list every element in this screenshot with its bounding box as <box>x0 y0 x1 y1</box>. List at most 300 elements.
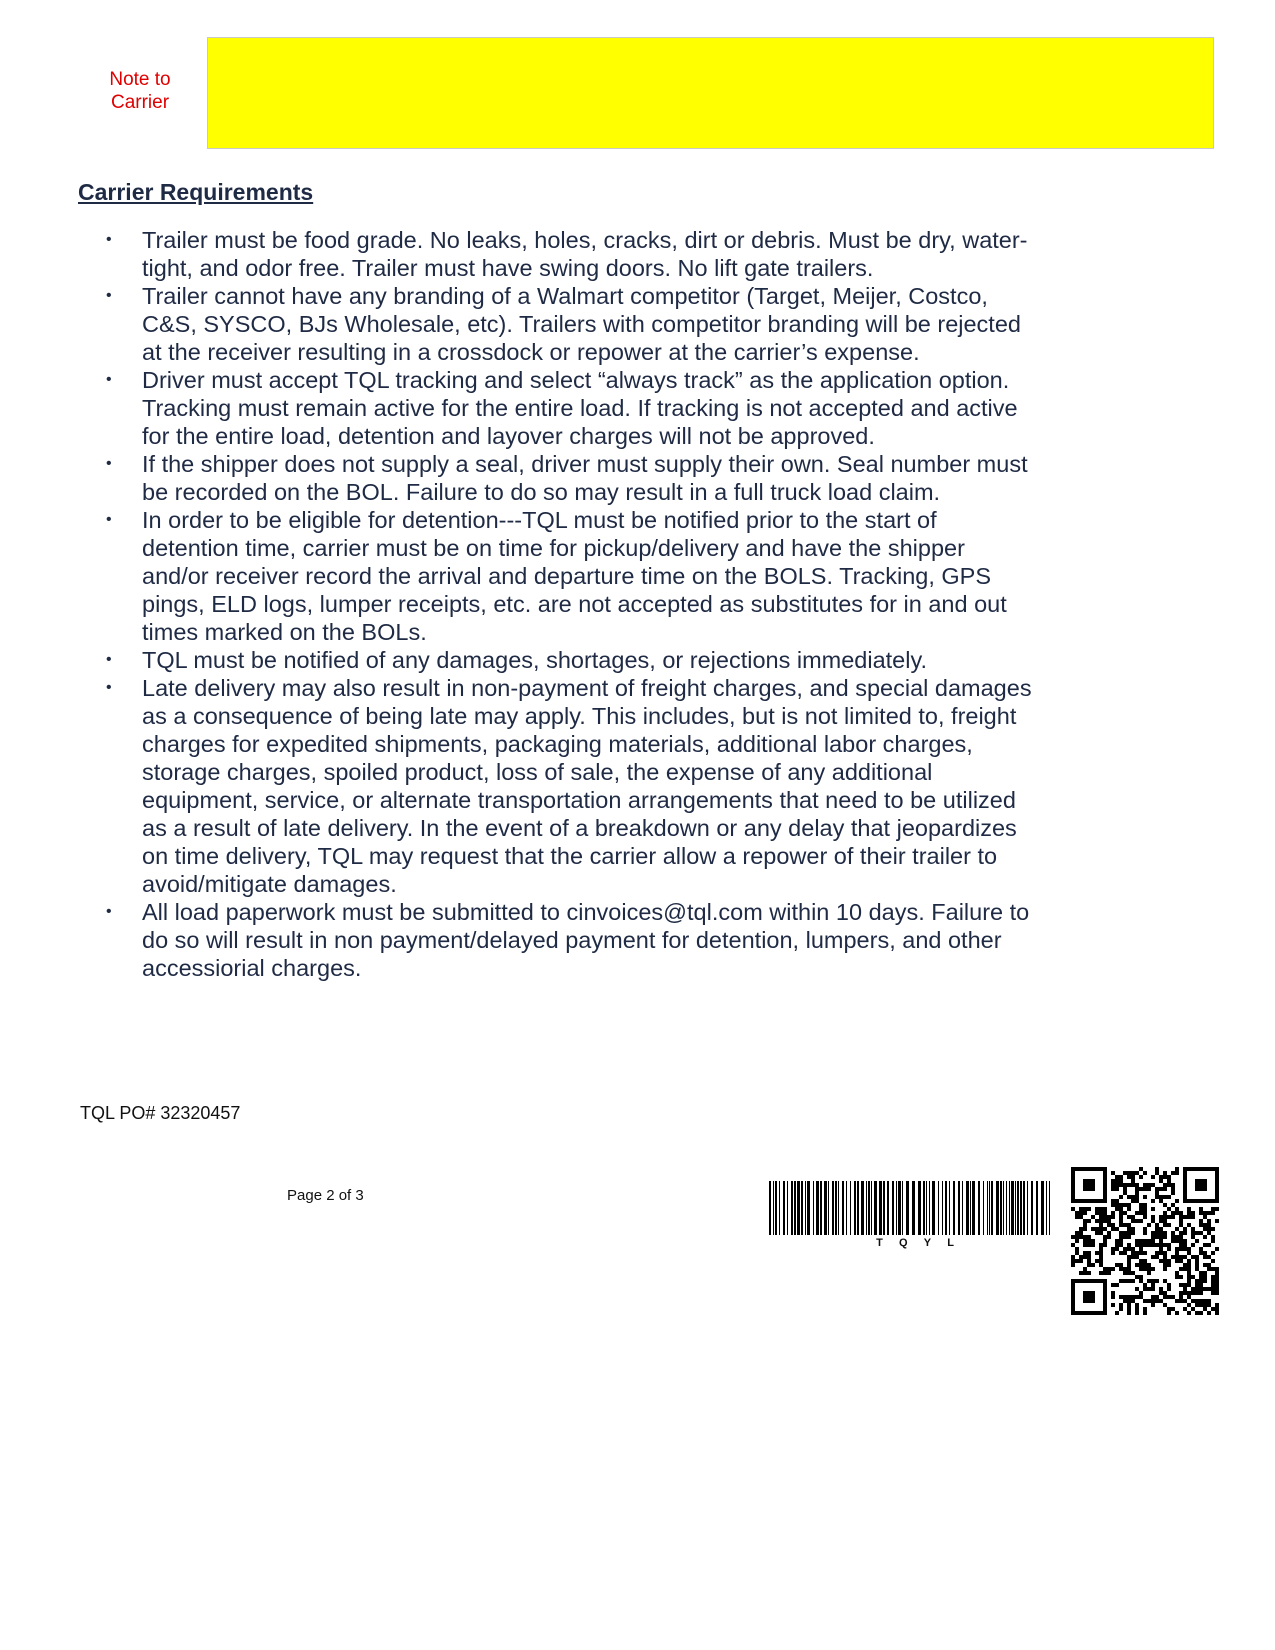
qr-module <box>1163 1187 1167 1191</box>
qr-module <box>1123 1187 1127 1191</box>
qr-module <box>1119 1267 1123 1271</box>
qr-module <box>1187 1303 1191 1307</box>
qr-module <box>1215 1267 1219 1271</box>
qr-module <box>1183 1299 1187 1303</box>
qr-module <box>1147 1243 1151 1247</box>
qr-module <box>1071 1303 1075 1307</box>
barcode-bar <box>962 1181 963 1235</box>
qr-module <box>1075 1251 1079 1255</box>
qr-module <box>1083 1223 1087 1227</box>
qr-module <box>1207 1199 1211 1203</box>
qr-module <box>1155 1231 1159 1235</box>
qr-module <box>1119 1215 1123 1219</box>
qr-module <box>1171 1171 1175 1175</box>
qr-module <box>1135 1303 1139 1307</box>
qr-module <box>1139 1219 1143 1223</box>
qr-module <box>1151 1199 1155 1203</box>
qr-module <box>1167 1283 1171 1287</box>
qr-module <box>1099 1211 1103 1215</box>
qr-module <box>1083 1267 1087 1271</box>
qr-module <box>1163 1263 1167 1267</box>
qr-module <box>1087 1183 1091 1187</box>
qr-module <box>1207 1223 1211 1227</box>
requirement-text-line: pings, ELD logs, lumper receipts, etc. are not accepted as substitutes for in and out <box>142 591 1007 617</box>
qr-module <box>1099 1227 1103 1231</box>
qr-module <box>1143 1231 1147 1235</box>
qr-module <box>1155 1279 1159 1283</box>
qr-module <box>1207 1219 1211 1223</box>
qr-module <box>1159 1299 1163 1303</box>
qr-module <box>1159 1287 1163 1291</box>
qr-module <box>1075 1215 1079 1219</box>
qr-module <box>1143 1187 1147 1191</box>
qr-module <box>1087 1167 1091 1171</box>
barcode-bar <box>987 1181 988 1235</box>
qr-module <box>1195 1299 1199 1303</box>
qr-module <box>1143 1287 1147 1291</box>
qr-module <box>1119 1235 1123 1239</box>
qr-module <box>1151 1279 1155 1283</box>
qr-module <box>1135 1239 1139 1243</box>
qr-module <box>1099 1223 1103 1227</box>
qr-module <box>1091 1243 1095 1247</box>
barcode-bar <box>1041 1181 1044 1235</box>
qr-module <box>1147 1263 1151 1267</box>
qr-module <box>1199 1179 1203 1183</box>
qr-module <box>1211 1283 1215 1287</box>
qr-module <box>1103 1311 1107 1315</box>
qr-module <box>1139 1167 1143 1171</box>
qr-module <box>1111 1295 1115 1299</box>
qr-module <box>1147 1183 1151 1187</box>
qr-module <box>1127 1227 1131 1231</box>
qr-module <box>1139 1267 1143 1271</box>
qr-module <box>1107 1235 1111 1239</box>
qr-module <box>1215 1279 1219 1283</box>
qr-module <box>1127 1303 1131 1307</box>
qr-module <box>1163 1231 1167 1235</box>
qr-module <box>1119 1239 1123 1243</box>
qr-module <box>1199 1167 1203 1171</box>
qr-module <box>1119 1203 1123 1207</box>
qr-module <box>1151 1183 1155 1187</box>
qr-module <box>1199 1271 1203 1275</box>
qr-module <box>1131 1247 1135 1251</box>
bullet-marker: • <box>106 903 112 920</box>
qr-module <box>1075 1167 1079 1171</box>
qr-module <box>1071 1199 1075 1203</box>
qr-module <box>1211 1235 1215 1239</box>
barcode-bar <box>832 1181 834 1235</box>
qr-module <box>1087 1179 1091 1183</box>
barcode-bar <box>842 1181 844 1235</box>
qr-module <box>1163 1223 1167 1227</box>
qr-module <box>1071 1299 1075 1303</box>
barcode-character: T <box>876 1237 885 1249</box>
barcode-bar <box>794 1181 796 1235</box>
requirement-text-line: Late delivery may also result in non-payment of freight charges, and special damages <box>142 675 1032 701</box>
qr-module <box>1099 1271 1103 1275</box>
qr-module <box>1139 1291 1143 1295</box>
qr-module <box>1187 1295 1191 1299</box>
qr-module <box>1091 1167 1095 1171</box>
qr-module <box>1199 1187 1203 1191</box>
qr-module <box>1151 1299 1155 1303</box>
qr-module <box>1127 1231 1131 1235</box>
qr-module <box>1087 1291 1091 1295</box>
barcode-bar <box>970 1181 971 1235</box>
qr-module <box>1195 1231 1199 1235</box>
qr-module <box>1103 1183 1107 1187</box>
qr-module <box>1163 1291 1167 1295</box>
qr-module <box>1199 1211 1203 1215</box>
qr-module <box>1187 1291 1191 1295</box>
qr-module <box>1211 1259 1215 1263</box>
qr-module <box>1135 1255 1139 1259</box>
qr-module <box>1123 1211 1127 1215</box>
qr-module <box>1163 1235 1167 1239</box>
qr-module <box>1103 1195 1107 1199</box>
qr-module <box>1179 1231 1183 1235</box>
note-to-carrier-box <box>207 37 1214 149</box>
qr-module <box>1211 1275 1215 1279</box>
qr-module <box>1159 1179 1163 1183</box>
qr-module <box>1183 1239 1187 1243</box>
qr-module <box>1207 1263 1211 1267</box>
qr-module <box>1195 1279 1199 1283</box>
carrier-requirements-heading: Carrier Requirements <box>78 179 314 205</box>
barcode-bar <box>991 1181 993 1235</box>
qr-module <box>1199 1207 1203 1211</box>
qr-module <box>1171 1255 1175 1259</box>
qr-module <box>1087 1279 1091 1283</box>
qr-module <box>1199 1183 1203 1187</box>
barcode-bar <box>773 1181 774 1235</box>
qr-module <box>1163 1267 1167 1271</box>
qr-module <box>1183 1287 1187 1291</box>
qr-module <box>1211 1251 1215 1255</box>
barcode-bar <box>932 1181 935 1235</box>
qr-module <box>1091 1311 1095 1315</box>
qr-module <box>1159 1215 1163 1219</box>
qr-module <box>1175 1199 1179 1203</box>
qr-module <box>1203 1215 1207 1219</box>
barcode-character: Y <box>923 1237 934 1249</box>
qr-module <box>1115 1247 1119 1251</box>
qr-module <box>1175 1247 1179 1251</box>
requirement-text-line: Trailer cannot have any branding of a Walmart competitor (Target, Meijer, Costco, <box>142 283 988 309</box>
qr-module <box>1215 1283 1219 1287</box>
qr-module <box>1103 1235 1107 1239</box>
qr-module <box>1127 1223 1131 1227</box>
qr-module <box>1079 1167 1083 1171</box>
qr-module <box>1159 1187 1163 1191</box>
qr-module <box>1187 1263 1191 1267</box>
qr-module <box>1203 1227 1207 1231</box>
qr-module <box>1071 1175 1075 1179</box>
barcode-bar <box>953 1181 955 1235</box>
qr-module <box>1071 1167 1075 1171</box>
qr-module <box>1163 1171 1167 1175</box>
qr-module <box>1203 1271 1207 1275</box>
qr-module <box>1127 1311 1131 1315</box>
qr-module <box>1111 1267 1115 1271</box>
qr-module <box>1195 1303 1199 1307</box>
qr-module <box>1071 1307 1075 1311</box>
qr-module <box>1079 1271 1083 1275</box>
qr-module <box>1143 1283 1147 1287</box>
qr-module <box>1075 1247 1079 1251</box>
barcode-bar <box>912 1181 915 1235</box>
qr-module <box>1159 1199 1163 1203</box>
qr-module <box>1171 1187 1175 1191</box>
qr-module <box>1203 1243 1207 1247</box>
qr-module <box>1175 1311 1179 1315</box>
qr-module <box>1211 1207 1215 1211</box>
qr-module <box>1099 1279 1103 1283</box>
qr-module <box>1075 1235 1079 1239</box>
qr-module <box>1079 1199 1083 1203</box>
qr-module <box>1155 1191 1159 1195</box>
qr-module <box>1179 1219 1183 1223</box>
qr-module <box>1143 1239 1147 1243</box>
qr-module <box>1091 1215 1095 1219</box>
qr-module <box>1167 1295 1171 1299</box>
qr-module <box>1091 1299 1095 1303</box>
requirement-item <box>100 450 1100 506</box>
qr-module <box>1215 1219 1219 1223</box>
qr-module <box>1151 1283 1155 1287</box>
barcode-bar <box>857 1181 859 1235</box>
qr-module <box>1087 1255 1091 1259</box>
qr-module <box>1155 1299 1159 1303</box>
qr-module <box>1163 1211 1167 1215</box>
qr-module <box>1187 1211 1191 1215</box>
qr-module <box>1071 1279 1075 1283</box>
barcode-bar <box>820 1181 822 1235</box>
qr-module <box>1203 1211 1207 1215</box>
qr-module <box>1199 1219 1203 1223</box>
qr-module <box>1199 1279 1203 1283</box>
qr-module <box>1139 1295 1143 1299</box>
qr-module <box>1167 1311 1171 1315</box>
qr-module <box>1207 1227 1211 1231</box>
qr-module <box>1087 1263 1091 1267</box>
barcode-bar <box>1011 1181 1014 1235</box>
barcode-bar <box>828 1181 829 1235</box>
qr-module <box>1139 1259 1143 1263</box>
qr-module <box>1191 1167 1195 1171</box>
requirement-text-line: avoid/mitigate damages. <box>142 871 397 897</box>
qr-module <box>1207 1311 1211 1315</box>
qr-module <box>1215 1207 1219 1211</box>
barcode-bar <box>942 1181 943 1235</box>
qr-module <box>1203 1187 1207 1191</box>
qr-module <box>1075 1211 1079 1215</box>
qr-module <box>1215 1271 1219 1275</box>
qr-module <box>1087 1187 1091 1191</box>
qr-module <box>1103 1287 1107 1291</box>
qr-module <box>1195 1199 1199 1203</box>
barcode-bar <box>918 1181 921 1235</box>
qr-module <box>1127 1195 1131 1199</box>
qr-module <box>1111 1179 1115 1183</box>
qr-module <box>1099 1251 1103 1255</box>
qr-module <box>1139 1203 1143 1207</box>
qr-module <box>1143 1251 1147 1255</box>
qr-module <box>1095 1211 1099 1215</box>
qr-module <box>1147 1239 1151 1243</box>
barcode-bar <box>791 1181 793 1235</box>
qr-module <box>1143 1195 1147 1199</box>
qr-module <box>1131 1271 1135 1275</box>
qr-module <box>1175 1255 1179 1259</box>
barcode-bar <box>1020 1181 1022 1235</box>
qr-module <box>1083 1255 1087 1259</box>
qr-module <box>1187 1199 1191 1203</box>
qr-module <box>1119 1219 1123 1223</box>
qr-module <box>1191 1215 1195 1219</box>
qr-module <box>1095 1311 1099 1315</box>
qr-module <box>1123 1183 1127 1187</box>
requirement-text-line: equipment, service, or alternate transportation arrangements that need to be utilized <box>142 787 1016 813</box>
qr-module <box>1155 1195 1159 1199</box>
barcode-bar <box>801 1181 803 1235</box>
qr-module <box>1203 1183 1207 1187</box>
qr-module <box>1203 1179 1207 1183</box>
qr-module <box>1155 1251 1159 1255</box>
qr-module <box>1103 1291 1107 1295</box>
qr-module <box>1135 1275 1139 1279</box>
qr-module <box>1123 1267 1127 1271</box>
barcode-bar <box>887 1181 889 1235</box>
qr-module <box>1179 1223 1183 1227</box>
barcode-bar <box>966 1181 969 1235</box>
qr-module <box>1075 1199 1079 1203</box>
bullet-marker: • <box>106 287 112 304</box>
requirement-text-line: Driver must accept TQL tracking and select “always track” as the application option. <box>142 367 1010 393</box>
qr-module <box>1091 1179 1095 1183</box>
barcode-bar <box>816 1181 819 1235</box>
qr-module <box>1095 1167 1099 1171</box>
barcode-bar <box>797 1181 800 1235</box>
qr-module <box>1203 1279 1207 1283</box>
qr-module <box>1127 1235 1131 1239</box>
qr-module <box>1167 1287 1171 1291</box>
requirement-item <box>100 646 1100 674</box>
qr-module <box>1151 1219 1155 1223</box>
qr-module <box>1119 1179 1123 1183</box>
qr-module <box>1163 1303 1167 1307</box>
qr-module <box>1103 1271 1107 1275</box>
requirement-text-line: Tracking must remain active for the entire load. If tracking is not accepted and active <box>142 395 1018 421</box>
requirement-text-line: times marked on the BOLs. <box>142 619 427 645</box>
qr-module <box>1119 1295 1123 1299</box>
qr-module <box>1211 1239 1215 1243</box>
qr-module <box>1143 1307 1147 1311</box>
qr-module <box>1187 1215 1191 1219</box>
qr-module <box>1083 1299 1087 1303</box>
qr-module <box>1103 1303 1107 1307</box>
qr-module <box>1139 1251 1143 1255</box>
qr-module <box>1151 1243 1155 1247</box>
qr-module <box>1203 1287 1207 1291</box>
qr-module <box>1087 1199 1091 1203</box>
qr-module <box>1199 1199 1203 1203</box>
qr-module <box>1207 1303 1211 1307</box>
qr-module <box>1123 1279 1127 1283</box>
qr-module <box>1091 1199 1095 1203</box>
qr-module <box>1143 1311 1147 1315</box>
qr-code-image <box>1071 1167 1219 1315</box>
qr-module <box>1167 1247 1171 1251</box>
qr-module <box>1199 1275 1203 1279</box>
qr-module <box>1171 1203 1175 1207</box>
qr-module <box>1155 1255 1159 1259</box>
barcode-bar <box>896 1181 897 1235</box>
qr-module <box>1143 1299 1147 1303</box>
barcode-bar <box>1049 1181 1050 1235</box>
qr-module <box>1143 1203 1147 1207</box>
qr-module <box>1155 1227 1159 1231</box>
qr-module <box>1195 1259 1199 1263</box>
barcode-bar <box>972 1181 975 1235</box>
qr-module <box>1207 1255 1211 1259</box>
qr-module <box>1191 1287 1195 1291</box>
qr-module <box>1115 1207 1119 1211</box>
qr-module <box>1103 1211 1107 1215</box>
qr-module <box>1179 1215 1183 1219</box>
qr-module <box>1215 1199 1219 1203</box>
requirement-text-line: If the shipper does not supply a seal, driver must supply their own. Seal number must <box>142 451 1028 477</box>
qr-module <box>1127 1183 1131 1187</box>
qr-module <box>1123 1295 1127 1299</box>
qr-module <box>1179 1247 1183 1251</box>
qr-module <box>1187 1259 1191 1263</box>
bullet-marker: • <box>106 511 112 528</box>
qr-module <box>1179 1283 1183 1287</box>
qr-module <box>1195 1283 1199 1287</box>
qr-module <box>1127 1295 1131 1299</box>
qr-module <box>1131 1255 1135 1259</box>
qr-module <box>1083 1179 1087 1183</box>
qr-module <box>1191 1299 1195 1303</box>
qr-module <box>1083 1271 1087 1275</box>
qr-module <box>1183 1167 1187 1171</box>
qr-module <box>1103 1307 1107 1311</box>
qr-module <box>1163 1183 1167 1187</box>
qr-module <box>1071 1171 1075 1175</box>
qr-module <box>1119 1251 1123 1255</box>
qr-module <box>1119 1231 1123 1235</box>
qr-module <box>1163 1251 1167 1255</box>
barcode-image <box>769 1181 1053 1235</box>
qr-module <box>1167 1243 1171 1247</box>
qr-module <box>1119 1307 1123 1311</box>
qr-module <box>1215 1275 1219 1279</box>
qr-module <box>1083 1211 1087 1215</box>
qr-module <box>1183 1307 1187 1311</box>
barcode-bar <box>874 1181 877 1235</box>
qr-module <box>1195 1311 1199 1315</box>
qr-module <box>1183 1227 1187 1231</box>
qr-module <box>1127 1215 1131 1219</box>
qr-module <box>1115 1311 1119 1315</box>
qr-module <box>1103 1215 1107 1219</box>
qr-module <box>1211 1227 1215 1231</box>
qr-module <box>1183 1215 1187 1219</box>
qr-module <box>1183 1283 1187 1287</box>
